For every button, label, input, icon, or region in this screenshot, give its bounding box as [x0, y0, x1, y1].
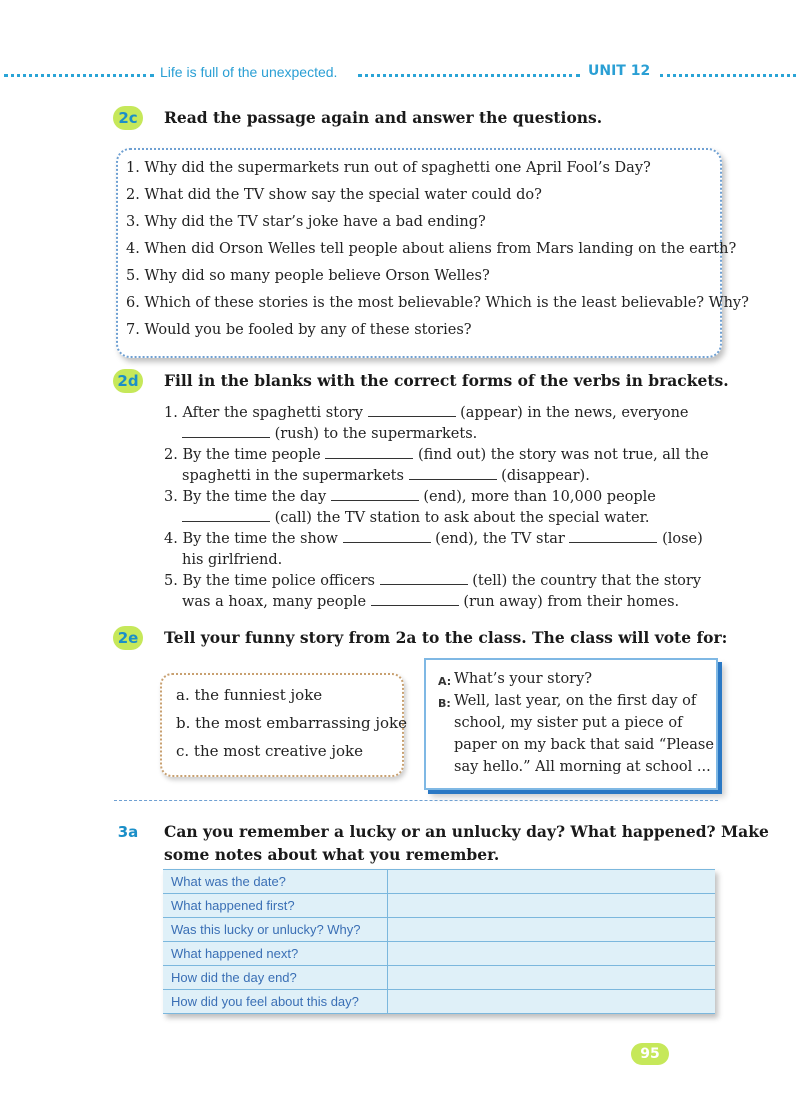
exercise-line — [182, 466, 590, 487]
exercise-line — [164, 571, 701, 592]
line-text: (disappear). — [501, 468, 590, 484]
row-label: How did the day end? — [163, 966, 388, 990]
notes-table — [163, 869, 715, 1014]
line-text: (end), the TV star — [435, 531, 565, 547]
speaker-b-label: B: — [438, 697, 451, 710]
answer-blank[interactable] — [325, 445, 413, 459]
line-text: 2. By the time people — [164, 447, 321, 463]
vote-option: a. the funniest joke — [176, 686, 323, 704]
answer-blank[interactable] — [409, 466, 497, 480]
section-title-3a-line2: some notes about what you remember. — [164, 845, 500, 864]
answer-blank[interactable] — [569, 529, 657, 543]
page-header — [0, 64, 800, 86]
section-badge-2c: 2c — [113, 106, 143, 130]
question-item: 4. When did Orson Welles tell people about aliens from Mars landing on the earth? — [126, 241, 737, 257]
questions-box — [116, 148, 749, 358]
section-title-2d: Fill in the blanks with the correct forms of the verbs in brackets. — [164, 371, 729, 390]
exercise-line — [182, 592, 679, 613]
section-badge-2d: 2d — [113, 369, 143, 393]
line-text: (lose) — [662, 531, 703, 547]
notes-cell[interactable] — [388, 870, 716, 894]
row-label: Was this lucky or unlucky? Why? — [163, 918, 388, 942]
row-label: What was the date? — [163, 870, 388, 894]
section-badge-3a: 3a — [117, 823, 139, 841]
vote-option: c. the most creative joke — [176, 742, 364, 760]
notes-cell[interactable] — [388, 990, 716, 1014]
vote-options-box — [160, 673, 408, 777]
unit-label: UNIT 12 — [588, 63, 651, 79]
question-item: 2. What did the TV show say the special water could do? — [126, 187, 542, 203]
line-text: (run away) from their homes. — [463, 594, 680, 610]
dialogue-line: say hello.” All morning at school ... — [454, 759, 711, 775]
question-item: 5. Why did so many people believe Orson Welles? — [126, 268, 490, 284]
line-text: spaghetti in the supermarkets — [182, 468, 404, 484]
dialogue-box — [424, 658, 718, 790]
answer-blank[interactable] — [182, 508, 270, 522]
table-row — [163, 918, 715, 942]
section-divider — [114, 800, 718, 801]
table-row — [163, 966, 715, 990]
line-text: his girlfriend. — [182, 552, 283, 568]
question-item: 7. Would you be fooled by any of these stories? — [126, 322, 472, 338]
question-item: 1. Why did the supermarkets run out of spaghetti one April Fool’s Day? — [126, 160, 651, 176]
section-title-2e: Tell your funny story from 2a to the class. The class will vote for: — [164, 628, 728, 647]
table-row — [163, 870, 715, 894]
dialogue-line: Well, last year, on the first day of — [454, 693, 697, 709]
line-text: 4. By the time the show — [164, 531, 338, 547]
row-label: How did you feel about this day? — [163, 990, 388, 1014]
exercise-line — [164, 529, 703, 550]
row-label: What happened first? — [163, 894, 388, 918]
answer-blank[interactable] — [371, 592, 459, 606]
vote-option: b. the most embarrassing joke — [176, 714, 408, 732]
line-text: (appear) in the news, everyone — [460, 405, 689, 421]
section-badge-2e: 2e — [113, 626, 143, 650]
speaker-a-label: A: — [438, 675, 452, 688]
answer-blank[interactable] — [368, 403, 456, 417]
line-text: 1. After the spaghetti story — [164, 405, 363, 421]
header-title: Life is full of the unexpected. — [160, 64, 338, 80]
exercise-line — [182, 550, 282, 571]
answer-blank[interactable] — [182, 424, 270, 438]
answer-blank[interactable] — [380, 571, 468, 585]
section-title-3a-line1: Can you remember a lucky or an unlucky day? What happened? Make — [164, 822, 769, 841]
line-text: 3. By the time the day — [164, 489, 327, 505]
table-row — [163, 894, 715, 918]
dialogue-line: paper on my back that said “Please — [454, 737, 714, 753]
notes-cell[interactable] — [388, 894, 716, 918]
exercise-line — [182, 508, 650, 529]
line-text: (call) the TV station to ask about the special water. — [274, 510, 650, 526]
exercise-line — [164, 487, 656, 508]
notes-cell[interactable] — [388, 966, 716, 990]
question-item: 3. Why did the TV star’s joke have a bad ending? — [126, 214, 486, 230]
notes-cell[interactable] — [388, 918, 716, 942]
notes-cell[interactable] — [388, 942, 716, 966]
page-number: 95 — [631, 1043, 669, 1065]
exercise-line — [182, 424, 477, 445]
answer-blank[interactable] — [343, 529, 431, 543]
table-row — [163, 942, 715, 966]
dialogue-line: What’s your story? — [454, 671, 593, 687]
dialogue-line: school, my sister put a piece of — [454, 715, 683, 731]
line-text: (find out) the story was not true, all the — [417, 447, 709, 463]
header-dots-right — [660, 74, 796, 77]
line-text: (end), more than 10,000 people — [423, 489, 656, 505]
table-row — [163, 990, 715, 1014]
exercise-line — [164, 445, 709, 466]
header-dots-left — [4, 74, 154, 77]
line-text: (tell) the country that the story — [472, 573, 702, 589]
line-text: (rush) to the supermarkets. — [274, 426, 478, 442]
answer-blank[interactable] — [331, 487, 419, 501]
exercise-line — [164, 403, 689, 424]
row-label: What happened next? — [163, 942, 388, 966]
header-dots-middle — [358, 74, 580, 77]
section-title-2c: Read the passage again and answer the questions. — [164, 108, 603, 127]
question-item: 6. Which of these stories is the most believable? Which is the least believable? Why? — [126, 295, 749, 311]
line-text: was a hoax, many people — [182, 594, 367, 610]
line-text: 5. By the time police officers — [164, 573, 376, 589]
